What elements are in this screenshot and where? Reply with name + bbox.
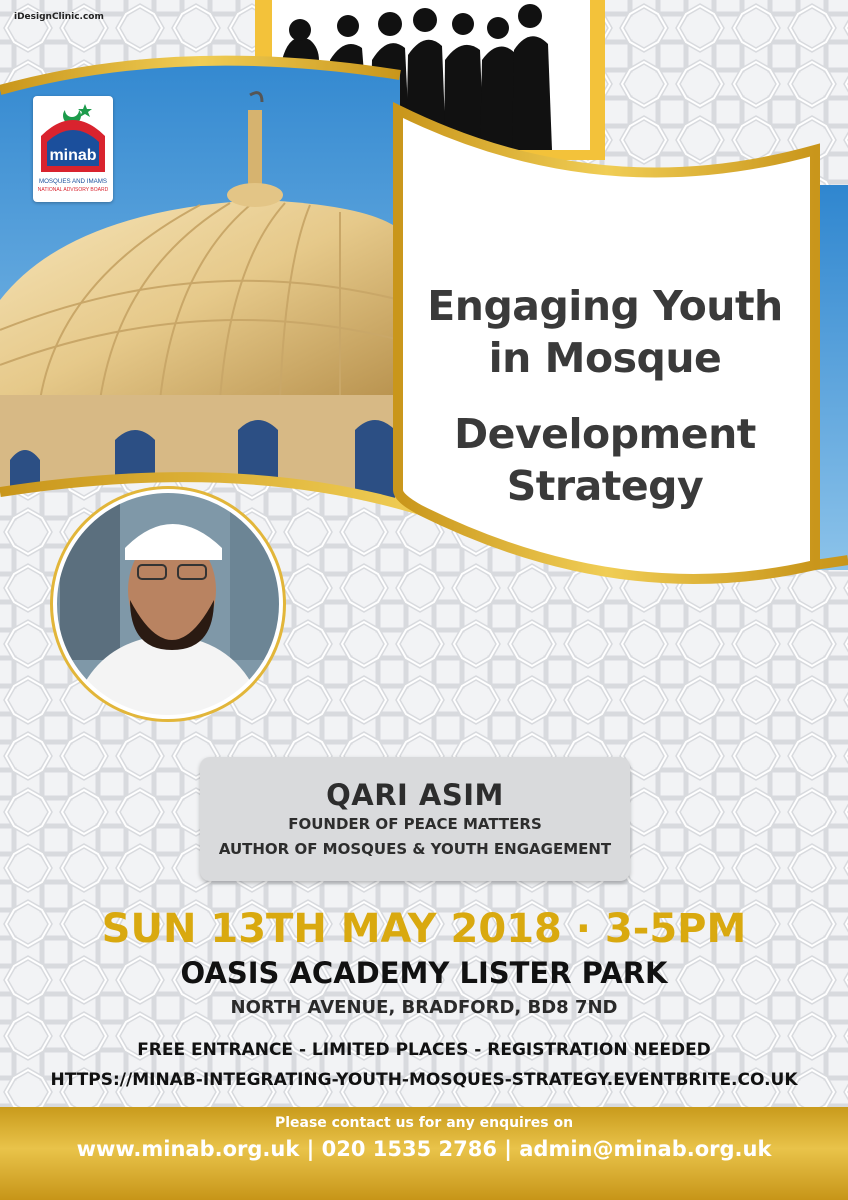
speaker-name: QARI ASIM	[326, 778, 504, 812]
footer-intro: Please contact us for any enquires on	[274, 1115, 574, 1131]
svg-text:MOSQUES AND IMAMS: MOSQUES AND IMAMS	[38, 178, 108, 185]
entrance-info: FREE ENTRANCE - LIMITED PLACES - REGISTRATION NEEDED	[137, 1040, 711, 1060]
title-line: Development	[454, 410, 756, 458]
designer-credit: iDesignClinic.com	[14, 12, 104, 22]
svg-text:NATIONAL ADVISORY BOARD: NATIONAL ADVISORY BOARD	[37, 187, 109, 193]
event-address: NORTH AVENUE, BRADFORD, BD8 7ND	[230, 997, 618, 1018]
registration-link[interactable]: HTTPS://MINAB-INTEGRATING-YOUTH-MOSQUES-STRATEGY.EVENTBRITE.CO.UK	[50, 1070, 798, 1090]
title-line: in Mosque	[488, 334, 722, 382]
speaker-role: FOUNDER OF PEACE MATTERS	[288, 815, 542, 833]
event-title-part1	[395, 280, 815, 384]
minab-logo	[33, 96, 113, 202]
event-venue: OASIS ACADEMY LISTER PARK	[180, 956, 668, 990]
contact-footer	[0, 1107, 848, 1200]
title-line: Strategy	[506, 462, 704, 510]
speaker-role: AUTHOR OF MOSQUES & YOUTH ENGAGEMENT	[218, 840, 612, 858]
speaker-card	[200, 757, 630, 881]
footer-contacts[interactable]: www.minab.org.uk | 020 1535 2786 | admin@minab.org.uk	[76, 1137, 772, 1161]
title-line: Engaging Youth	[427, 282, 783, 330]
event-date: SUN 13TH MAY 2018 · 3-5PM	[101, 906, 747, 952]
event-title-part2	[395, 408, 815, 512]
svg-text:minab: minab	[49, 147, 97, 164]
